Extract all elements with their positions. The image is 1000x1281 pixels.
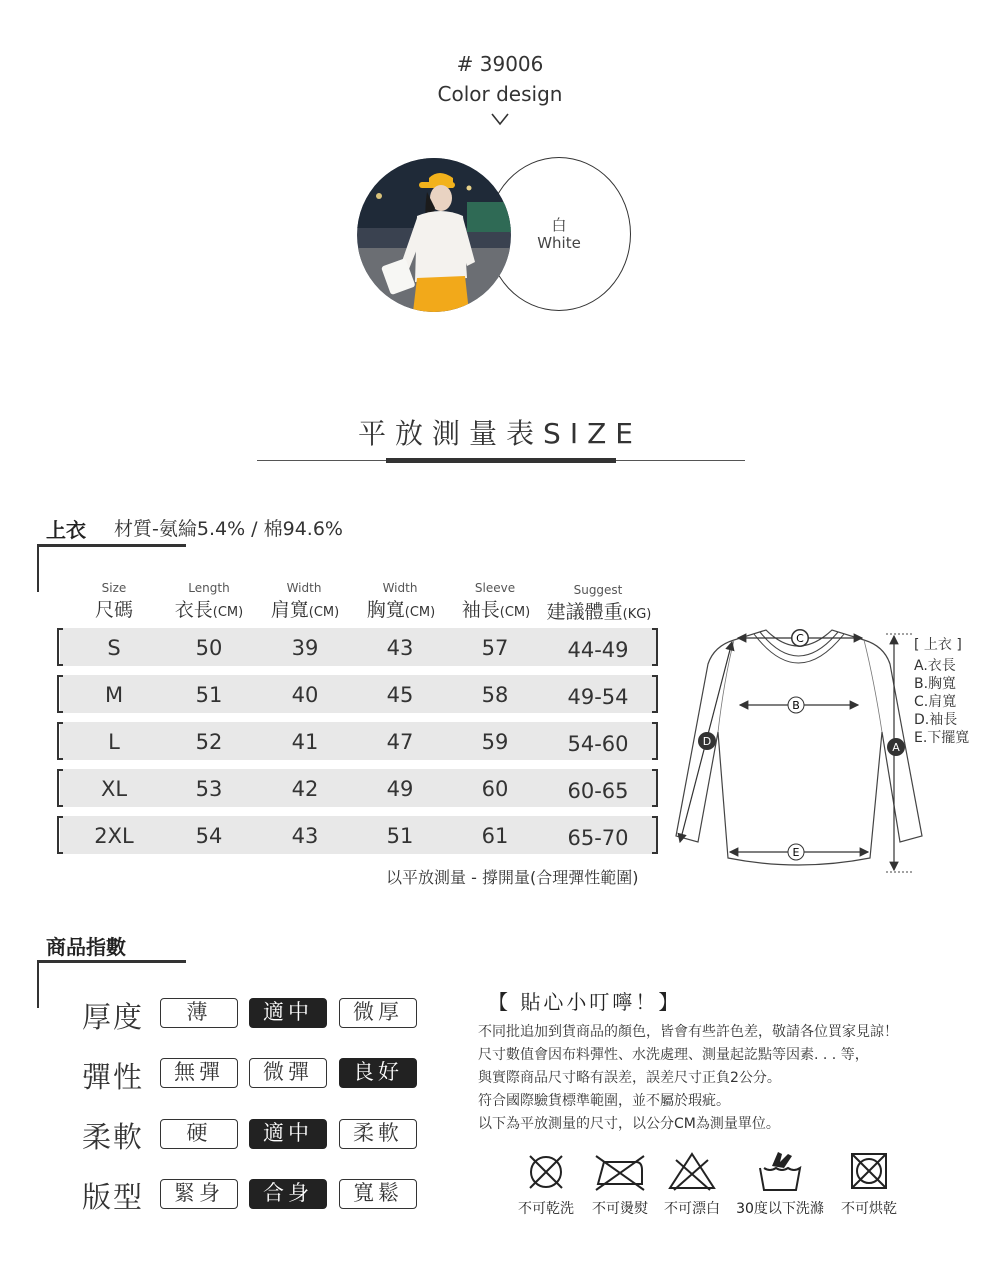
legend-item: E.下擺寬: [914, 730, 970, 746]
care-label: 30度以下洗滌: [736, 1201, 824, 1217]
care-label: 不可烘乾: [841, 1201, 897, 1217]
tips-title: 【 貼心小叮嚀！】: [488, 990, 682, 1014]
cell-weight: 44-49: [567, 638, 629, 662]
row-bracket: [57, 628, 63, 666]
cell-length: 54: [195, 824, 223, 848]
col-header-en: Length: [188, 581, 230, 595]
section-corner: [37, 544, 39, 592]
divider-accent: [386, 458, 616, 463]
option-medium-selected: 適中: [249, 1119, 327, 1149]
prop-fit: 版型: [82, 1180, 145, 1214]
no-tumble-dry-icon: [850, 1152, 888, 1190]
prop-softness: 柔軟: [82, 1120, 145, 1154]
care-label: 不可乾洗: [518, 1201, 574, 1217]
option-medium-selected: 適中: [249, 998, 327, 1028]
legend-title: [ 上衣 ]: [914, 637, 962, 653]
cell-chest: 49: [386, 777, 414, 801]
option-soft: 柔軟: [339, 1119, 417, 1149]
chevron-down-icon: [490, 112, 510, 126]
prop-thickness: 厚度: [82, 1000, 145, 1034]
col-header-en: Size: [101, 581, 127, 595]
cell-sleeve: 58: [481, 683, 509, 707]
option-no-stretch: 無彈: [160, 1058, 238, 1088]
tip-line: 尺寸數值會因布料彈性、水洗處理、測量起訖點等因素. . . 等，: [478, 1047, 869, 1063]
marker-a: A: [892, 741, 900, 754]
cell-weight: 54-60: [567, 732, 629, 756]
cell-length: 51: [195, 683, 223, 707]
option-regular-selected: 合身: [249, 1179, 327, 1209]
cell-sleeve: 61: [481, 824, 509, 848]
care-label: 不可漂白: [664, 1201, 720, 1217]
section-corner: [37, 960, 186, 963]
material-info: 材質-氨綸5.4% / 棉94.6%: [114, 518, 343, 540]
cell-shoulder: 39: [291, 636, 319, 660]
cell-length: 52: [195, 730, 223, 754]
marker-d: D: [702, 735, 712, 748]
cell-chest: 45: [386, 683, 414, 707]
col-header-zh: 袖長(CM): [461, 599, 531, 621]
no-iron-icon: [592, 1152, 648, 1192]
option-good-stretch-selected: 良好: [339, 1058, 417, 1088]
option-thin: 薄: [160, 998, 238, 1028]
row-bracket: [57, 816, 63, 854]
col-header-en: Width: [382, 581, 418, 595]
col-header-zh: 衣長(CM): [174, 599, 244, 621]
size-chart-title: 平放測量表SIZE: [358, 417, 642, 450]
option-slightly-thick: 微厚: [339, 998, 417, 1028]
row-bracket: [57, 722, 63, 760]
product-code: # 39006: [456, 52, 544, 76]
legend-item: D.袖長: [914, 712, 958, 728]
cell-sleeve: 59: [481, 730, 509, 754]
cell-weight: 60-65: [567, 779, 629, 803]
row-bracket: [57, 769, 63, 807]
option-slight-stretch: 微彈: [249, 1058, 327, 1088]
cell-sleeve: 57: [481, 636, 509, 660]
legend-item: B.胸寬: [914, 676, 957, 692]
cell-size: M: [104, 683, 124, 707]
no-dry-clean-icon: [526, 1152, 566, 1192]
cell-sleeve: 60: [481, 777, 509, 801]
care-label: 不可燙熨: [592, 1201, 648, 1217]
no-bleach-icon: [666, 1150, 718, 1192]
cell-length: 53: [195, 777, 223, 801]
cell-size: XL: [100, 777, 128, 801]
cell-chest: 47: [386, 730, 414, 754]
row-bracket: [57, 675, 63, 713]
color-name-en: White: [537, 234, 581, 252]
cell-size: L: [108, 730, 120, 754]
hand-wash-30-icon: [756, 1148, 804, 1194]
col-header-en: Suggest: [573, 583, 623, 597]
tip-line: 符合國際驗貨標準範圍，並不屬於瑕疵。: [478, 1093, 730, 1109]
marker-e: E: [792, 846, 800, 859]
marker-b: B: [792, 699, 800, 712]
tip-line: 以下為平放測量的尺寸，以公分CM為測量單位。: [478, 1116, 780, 1132]
col-header-zh: 肩寬(CM): [270, 599, 340, 621]
row-bracket: [652, 769, 658, 807]
color-design-heading: Color design: [437, 82, 563, 106]
tip-line: 不同批追加到貨商品的顏色，皆會有些許色差，敬請各位買家見諒！: [478, 1024, 898, 1040]
option-hard: 硬: [160, 1119, 238, 1149]
top-section-label: 上衣: [46, 518, 86, 542]
product-index-label: 商品指數: [46, 935, 126, 959]
cell-size: 2XL: [94, 824, 134, 848]
color-name-zh: 白: [551, 216, 567, 234]
col-header-en: Sleeve: [474, 581, 516, 595]
cell-weight: 65-70: [567, 826, 629, 850]
col-header-zh: 尺碼: [94, 599, 133, 621]
option-loose: 寬鬆: [339, 1179, 417, 1209]
col-header-en: Width: [286, 581, 322, 595]
cell-size: S: [107, 636, 121, 660]
row-bracket: [652, 816, 658, 854]
prop-elasticity: 彈性: [82, 1060, 145, 1094]
cell-shoulder: 40: [291, 683, 319, 707]
cell-shoulder: 43: [291, 824, 319, 848]
col-header-zh: 胸寬(CM): [366, 599, 436, 621]
marker-c: C: [796, 632, 804, 645]
legend-item: A.衣長: [914, 658, 956, 674]
section-corner: [37, 960, 39, 1008]
cell-shoulder: 41: [291, 730, 319, 754]
option-tight: 緊身: [160, 1179, 238, 1209]
cell-chest: 43: [386, 636, 414, 660]
row-bracket: [652, 675, 658, 713]
row-bracket: [652, 722, 658, 760]
shirt-measurement-diagram: [668, 620, 930, 882]
section-corner: [37, 544, 186, 547]
legend-item: C.肩寬: [914, 694, 957, 710]
row-bracket: [652, 628, 658, 666]
measure-note: 以平放測量 - 撐開量(合理彈性範圍): [386, 868, 639, 887]
col-header-zh: 建議體重(KG): [546, 601, 652, 623]
cell-weight: 49-54: [567, 685, 629, 709]
cell-shoulder: 42: [291, 777, 319, 801]
cell-chest: 51: [386, 824, 414, 848]
tip-line: 與實際商品尺寸略有誤差，誤差尺寸正負2公分。: [478, 1070, 781, 1086]
cell-length: 50: [195, 636, 223, 660]
